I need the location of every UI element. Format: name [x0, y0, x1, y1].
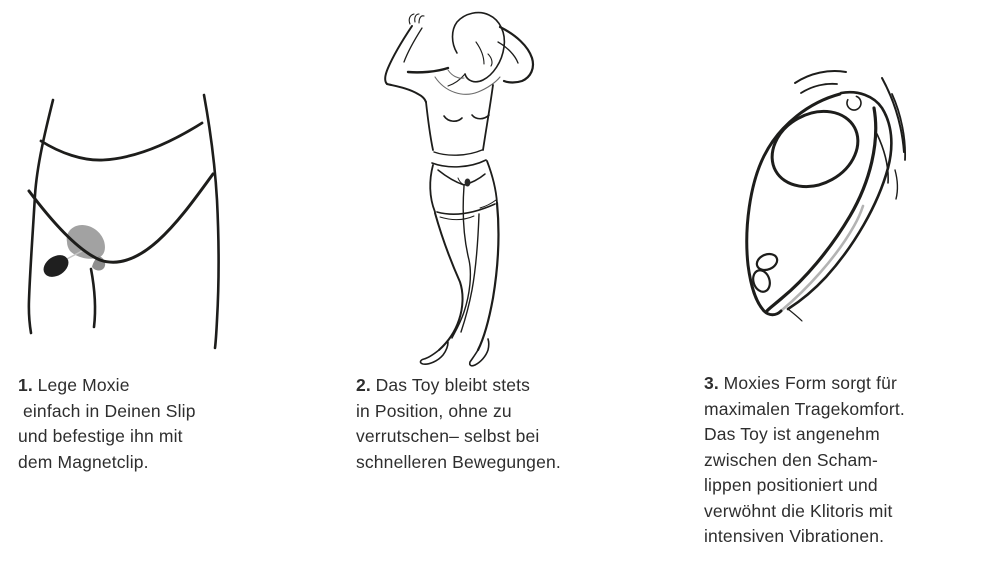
step-text-line: 2. Das Toy bleibt stets — [356, 375, 531, 395]
illustration-panty-with-toy — [5, 70, 255, 362]
right-breast-curve — [472, 115, 489, 119]
step-2-caption — [356, 373, 626, 475]
cheek-line — [488, 54, 492, 66]
step-text-line: einfach in Deinen Slip — [18, 400, 196, 421]
step-text-line: 3. Moxies Form sorgt für — [704, 373, 897, 393]
step-1-caption — [18, 373, 288, 475]
left-breast-curve — [444, 116, 462, 121]
left-leg-outer — [435, 213, 463, 350]
right-leg-outer — [478, 203, 498, 350]
waistband-bottom-line — [432, 160, 486, 167]
toy-dot — [465, 179, 471, 187]
step-text-line: 1. Lege Moxie — [18, 375, 130, 395]
step-number: 2. — [356, 375, 371, 395]
right-arm-outer — [500, 27, 533, 83]
panty-leg-opening-line — [29, 174, 213, 262]
panty-waistband-line — [41, 123, 202, 160]
hip-right-line — [487, 161, 497, 203]
step-text-line: intensiven Vibrationen. — [704, 526, 885, 546]
left-shoulder-line — [408, 68, 448, 72]
step-text-line: zwischen den Scham- — [704, 449, 879, 470]
step-text-line: verwöhnt die Klitoris mit — [704, 500, 893, 521]
step-number: 1. — [18, 375, 33, 395]
inner-thigh-line — [91, 269, 95, 327]
illustration-dancing-figure — [360, 2, 578, 368]
left-forearm-under — [387, 84, 426, 102]
torso-left-line — [426, 102, 433, 150]
hip-left-line — [430, 165, 435, 212]
illustration-moxie-toy — [698, 50, 928, 355]
hip-right-contour — [204, 95, 219, 348]
toy-top-oval — [759, 97, 872, 202]
thigh-hem-echo — [440, 216, 474, 220]
head-outline — [453, 13, 505, 82]
vibration-line-top-2 — [801, 84, 837, 93]
left-arm-outer — [385, 26, 412, 84]
step-text-line: maximalen Tragekomfort. — [704, 398, 905, 419]
step-text-line: Das Toy ist angenehm — [704, 424, 880, 444]
step-text-line: lippen positioniert und — [704, 475, 878, 495]
vibration-line-right-4 — [895, 170, 897, 199]
jaw-neck-line — [448, 74, 465, 86]
step-text-line: in Position, ohne zu — [356, 400, 512, 421]
left-hand-finger-1 — [409, 14, 414, 24]
step-text-line: schnelleren Bewegungen. — [356, 451, 561, 472]
waistband-top-line — [434, 150, 482, 155]
right-foot — [470, 339, 489, 366]
step-3-caption — [704, 371, 959, 550]
toy-body-left-edge — [747, 94, 840, 315]
left-hand-finger-2 — [415, 14, 419, 22]
magnet-clip — [40, 251, 73, 282]
step-number: 3. — [704, 373, 719, 393]
vibration-line-top-1 — [795, 71, 846, 83]
magnet-hole — [845, 94, 863, 112]
step-text-line: dem Magnetclip. — [18, 451, 149, 472]
left-hand-finger-3 — [419, 16, 424, 23]
face-line — [476, 42, 484, 64]
step-text-line: und befestige ihn mit — [18, 426, 183, 446]
toy-wing-tail — [788, 309, 802, 321]
step-text-line: verrutschen– selbst bei — [356, 426, 540, 446]
